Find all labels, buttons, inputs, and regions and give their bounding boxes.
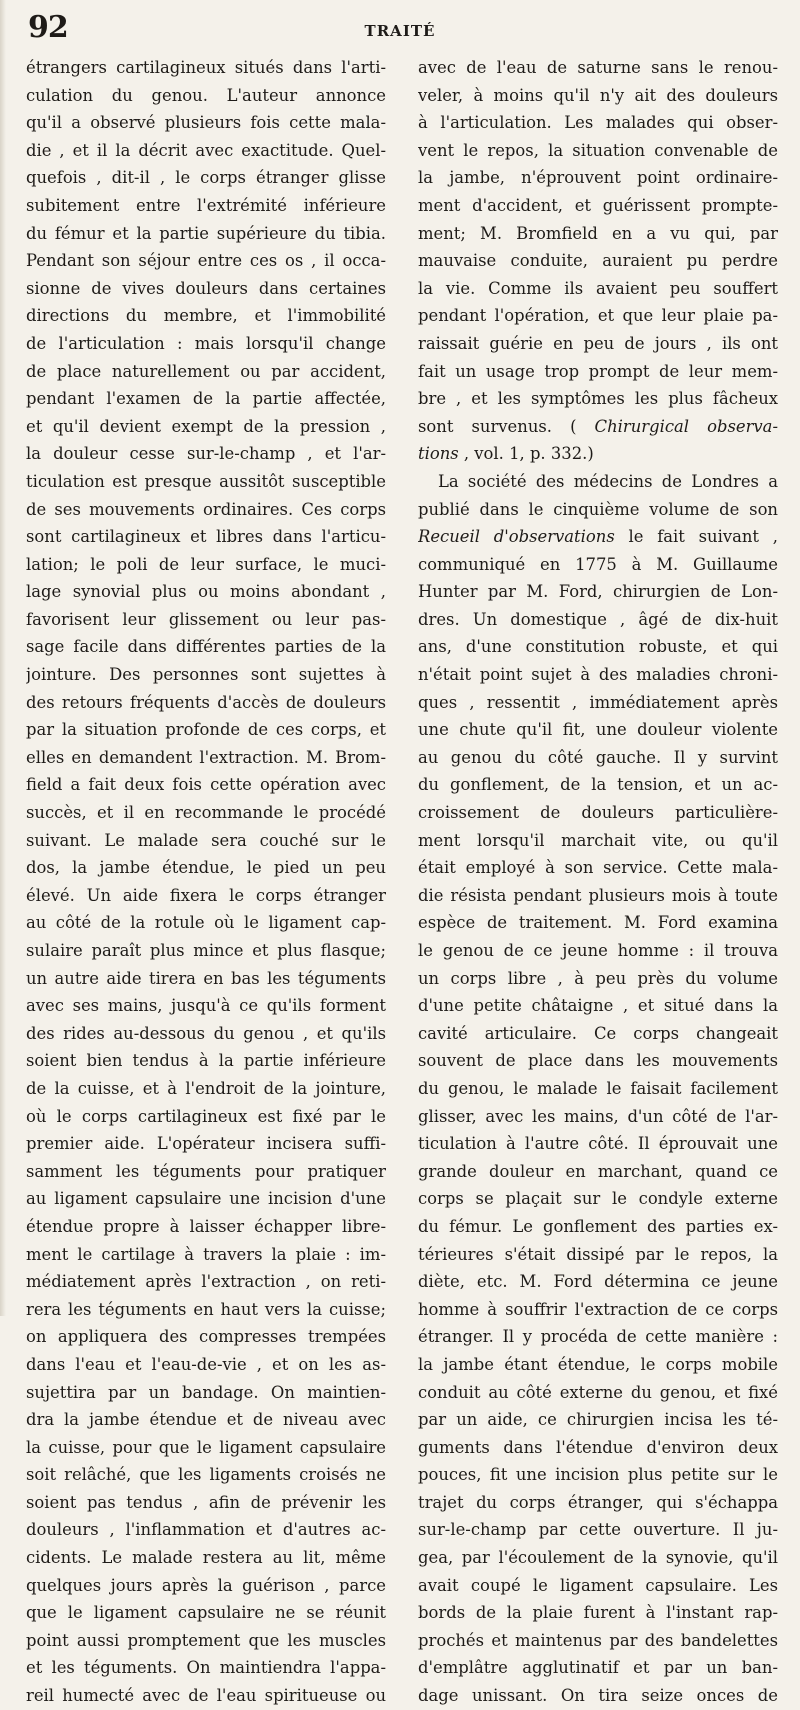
- text-line: ticulation est presque aussitôt susceptible: [26, 471, 386, 491]
- text-line: au ligament capsulaire une incision d'une: [26, 1189, 386, 1209]
- text-line: gea, par l'écoulement de la synovie, qu'il: [418, 1548, 778, 1568]
- text-line: de place naturellement ou par accident,: [26, 361, 386, 381]
- text-line: cavité articulaire. Ce corps changeait: [418, 1023, 778, 1043]
- text-line: suivant. Le malade sera couché sur le: [26, 830, 386, 850]
- text-line: par la situation profonde de ces corps, et: [26, 720, 386, 740]
- text-line: souvent de place dans les mouvements: [418, 1051, 778, 1071]
- text-line: on appliquera des compresses trempées: [26, 1327, 386, 1347]
- text-line: de ses mouvements ordinaires. Ces corps: [26, 499, 386, 519]
- text-line: un corps libre , à peu près du volume: [418, 968, 778, 988]
- text-line: prochés et maintenus par des bandelettes: [418, 1630, 778, 1650]
- text-line: ment; M. Bromfield en a vu qui, par: [418, 223, 778, 243]
- text-line: espèce de traitement. M. Ford examina: [418, 913, 778, 933]
- text-line: du genou, le malade le faisait facilement: [418, 1078, 778, 1098]
- text-line: à l'articulation. Les malades qui obser-: [418, 113, 778, 133]
- text-line: die , et il la décrit avec exactitude. Quel-: [26, 140, 386, 160]
- text-line: corps se plaçait sur le condyle externe: [418, 1189, 778, 1209]
- text-line: vent le repos, la situation convenable de: [418, 140, 778, 160]
- text-line: culation du genou. L'auteur annonce: [26, 85, 386, 105]
- text-line: tions , vol. 1, p. 332.): [418, 444, 594, 464]
- text-line: d'une petite châtaigne , et situé dans la: [418, 996, 778, 1016]
- text-line: dres. Un domestique , âgé de dix-huit: [418, 609, 778, 629]
- text-line: élevé. Un aide fixera le corps étranger: [26, 885, 386, 905]
- text-line: la cuisse, pour que le ligament capsulaire: [26, 1437, 386, 1457]
- text-line: ans, d'une constitution robuste, et qui: [418, 637, 778, 657]
- text-line: dage unissant. On tira seize onces de: [418, 1686, 778, 1706]
- text-line: la vie. Comme ils avaient peu souffert: [418, 278, 778, 298]
- text-line: dos, la jambe étendue, le pied un peu: [26, 858, 386, 878]
- page-binding-shadow: [0, 0, 6, 1316]
- text-line: communiqué en 1775 à M. Guillaume: [418, 554, 778, 574]
- text-line: quelques jours après la guérison , parce: [26, 1575, 386, 1595]
- text-line: cidents. Le malade restera au lit, même: [26, 1548, 386, 1568]
- text-line: pendant l'opération, et que leur plaie pa-: [418, 306, 778, 326]
- right-column: [418, 54, 778, 1710]
- left-column: [26, 54, 386, 1710]
- text-line: ment lorsqu'il marchait vite, ou qu'il: [418, 830, 778, 850]
- text-line: succès, et il en recommande le procédé: [26, 803, 386, 823]
- text-line: sage facile dans différentes parties de la: [26, 637, 386, 657]
- text-line: dans l'eau et l'eau-de-vie , et on les as-: [26, 1354, 386, 1374]
- text-line: reil humecté avec de l'eau spiritueuse ou: [26, 1686, 386, 1706]
- text-line: mauvaise conduite, auraient pu perdre: [418, 251, 778, 271]
- text-line: trajet du corps étranger, qui s'échappa: [418, 1492, 778, 1512]
- text-line: directions du membre, et l'immobilité: [26, 306, 386, 326]
- text-line: la jambe, n'éprouvent point ordinaire-: [418, 168, 778, 188]
- text-line: soient pas tendus , afin de prévenir les: [26, 1492, 386, 1512]
- text-line: une chute qu'il fit, une douleur violente: [418, 720, 778, 740]
- text-line: au genou du côté gauche. Il y survint: [418, 747, 778, 767]
- text-line: lation; le poli de leur surface, le muci-: [26, 554, 386, 574]
- text-line: des retours fréquents d'accès de douleurs: [26, 692, 386, 712]
- text-line: du fémur et la partie supérieure du tibia.: [26, 223, 386, 243]
- text-line: térieures s'était dissipé par le repos, la: [418, 1244, 778, 1264]
- text-line: par un aide, ce chirurgien incisa les té-: [418, 1410, 778, 1430]
- text-line: la douleur cesse sur-le-champ , et l'ar-: [26, 444, 386, 464]
- text-line: étrangers cartilagineux situés dans l'arti-: [26, 58, 386, 77]
- text-line: où le corps cartilagineux est fixé par le: [26, 1106, 386, 1126]
- text-line: et qu'il devient exempt de la pression ,: [26, 416, 386, 436]
- text-line: des rides au-dessous du genou , et qu'ils: [26, 1023, 386, 1043]
- text-line: sujettira par un bandage. On maintien-: [26, 1382, 386, 1402]
- text-line: publié dans le cinquième volume de son: [418, 499, 778, 519]
- text-line: elles en demandent l'extraction. M. Brom-: [26, 747, 386, 767]
- text-line: médiatement après l'extraction , on reti-: [26, 1272, 386, 1292]
- text-line: n'était point sujet à des maladies chroni-: [418, 665, 778, 685]
- text-line: rera les téguments en haut vers la cuisse;: [26, 1299, 386, 1319]
- text-line: quefois , dit-il , le corps étranger glisse: [26, 168, 386, 188]
- text-line: avec ses mains, jusqu'à ce qu'ils forment: [26, 996, 386, 1016]
- text-line: du fémur. Le gonflement des parties ex-: [418, 1216, 778, 1236]
- text-line: Pendant son séjour entre ces os , il occa-: [26, 251, 386, 271]
- text-line: ment d'accident, et guérissent prompte-: [418, 195, 778, 215]
- text-line: veler, à moins qu'il n'y ait des douleurs: [418, 85, 778, 105]
- text-line: sulaire paraît plus mince et plus flasque;: [26, 941, 386, 960]
- text-line: bords de la plaie furent à l'instant rap-: [418, 1603, 778, 1623]
- text-line: ques , ressentit , immédiatement après: [418, 692, 778, 712]
- text-line: avec de l'eau de saturne sans le renou-: [418, 58, 778, 77]
- text-line: douleurs , l'inflammation et d'autres ac-: [26, 1520, 386, 1540]
- text-line: glisser, avec les mains, d'un côté de l'ar-: [418, 1106, 778, 1126]
- text-line: point aussi promptement que les muscles: [26, 1630, 386, 1650]
- text-line: un autre aide tirera en bas les téguments: [26, 968, 386, 988]
- text-line: conduit au côté externe du genou, et fixé: [418, 1382, 778, 1402]
- text-line: étendue propre à laisser échapper libre-: [26, 1216, 386, 1236]
- text-line: soient bien tendus à la partie inférieure: [26, 1051, 386, 1071]
- text-line: était employé à son service. Cette mala-: [418, 858, 778, 878]
- text-line: lage synovial plus ou moins abondant ,: [26, 582, 386, 602]
- text-line: homme à souffrir l'extraction de ce corps: [418, 1299, 778, 1319]
- text-line: sur-le-champ par cette ouverture. Il ju-: [418, 1520, 778, 1540]
- text-line: dra la jambe étendue et de niveau avec: [26, 1410, 386, 1430]
- text-line: fait un usage trop prompt de leur mem-: [418, 361, 778, 381]
- text-line: Hunter par M. Ford, chirurgien de Lon-: [418, 582, 778, 602]
- text-line: sont survenus. ( Chirurgical observa-: [418, 416, 778, 436]
- text-line: de la cuisse, et à l'endroit de la jointure,: [26, 1078, 386, 1098]
- text-line: bre , et les symptômes les plus fâcheux: [418, 389, 778, 409]
- text-line: du gonflement, de la tension, et un ac-: [418, 775, 778, 795]
- text-line: guments dans l'étendue d'environ deux: [418, 1437, 778, 1457]
- text-line: soit relâché, que les ligaments croisés ne: [26, 1465, 386, 1485]
- text-line: field a fait deux fois cette opération avec: [26, 775, 386, 795]
- text-line: qu'il a observé plusieurs fois cette mala-: [26, 113, 386, 133]
- text-line: croissement de douleurs particulière-: [418, 803, 778, 823]
- text-line: que le ligament capsulaire ne se réunit: [26, 1603, 386, 1623]
- text-line: au côté de la rotule où le ligament cap-: [26, 913, 386, 933]
- text-line: pendant l'examen de la partie affectée,: [26, 389, 386, 409]
- text-line: la jambe étant étendue, le corps mobile: [418, 1354, 778, 1374]
- text-line: pouces, fit une incision plus petite sur le: [418, 1465, 778, 1485]
- text-line: de l'articulation : mais lorsqu'il change: [26, 333, 386, 353]
- text-line: sionne de vives douleurs dans certaines: [26, 278, 386, 298]
- text-line: La société des médecins de Londres a: [438, 471, 778, 491]
- text-line: Recueil d'observations le fait suivant ,: [418, 527, 778, 547]
- text-line: raissait guérie en peu de jours , ils ont: [418, 333, 778, 353]
- text-line: samment les téguments pour pratiquer: [26, 1161, 386, 1181]
- text-line: et les téguments. On maintiendra l'appa-: [26, 1658, 386, 1678]
- running-head: TRAITÉ: [364, 22, 436, 40]
- text-line: le genou de ce jeune homme : il trouva: [418, 941, 778, 960]
- text-line: avait coupé le ligament capsulaire. Les: [418, 1575, 778, 1595]
- text-line: premier aide. L'opérateur incisera suffi-: [26, 1134, 386, 1154]
- text-line: d'emplâtre agglutinatif et par un ban-: [418, 1658, 778, 1678]
- text-line: étranger. Il y procéda de cette manière :: [418, 1327, 778, 1347]
- text-line: grande douleur en marchant, quand ce: [418, 1161, 778, 1181]
- text-line: die résista pendant plusieurs mois à toute: [418, 885, 778, 905]
- text-line: jointure. Des personnes sont sujettes à: [26, 665, 386, 685]
- text-line: subitement entre l'extrémité inférieure: [26, 195, 386, 215]
- page-number: 92: [28, 10, 68, 45]
- text-line: favorisent leur glissement ou leur pas-: [26, 609, 386, 629]
- text-line: diète, etc. M. Ford détermina ce jeune: [418, 1272, 778, 1292]
- text-line: sont cartilagineux et libres dans l'articu-: [26, 527, 386, 547]
- text-line: ment le cartilage à travers la plaie : im-: [26, 1244, 386, 1264]
- text-line: ticulation à l'autre côté. Il éprouvait une: [418, 1134, 778, 1154]
